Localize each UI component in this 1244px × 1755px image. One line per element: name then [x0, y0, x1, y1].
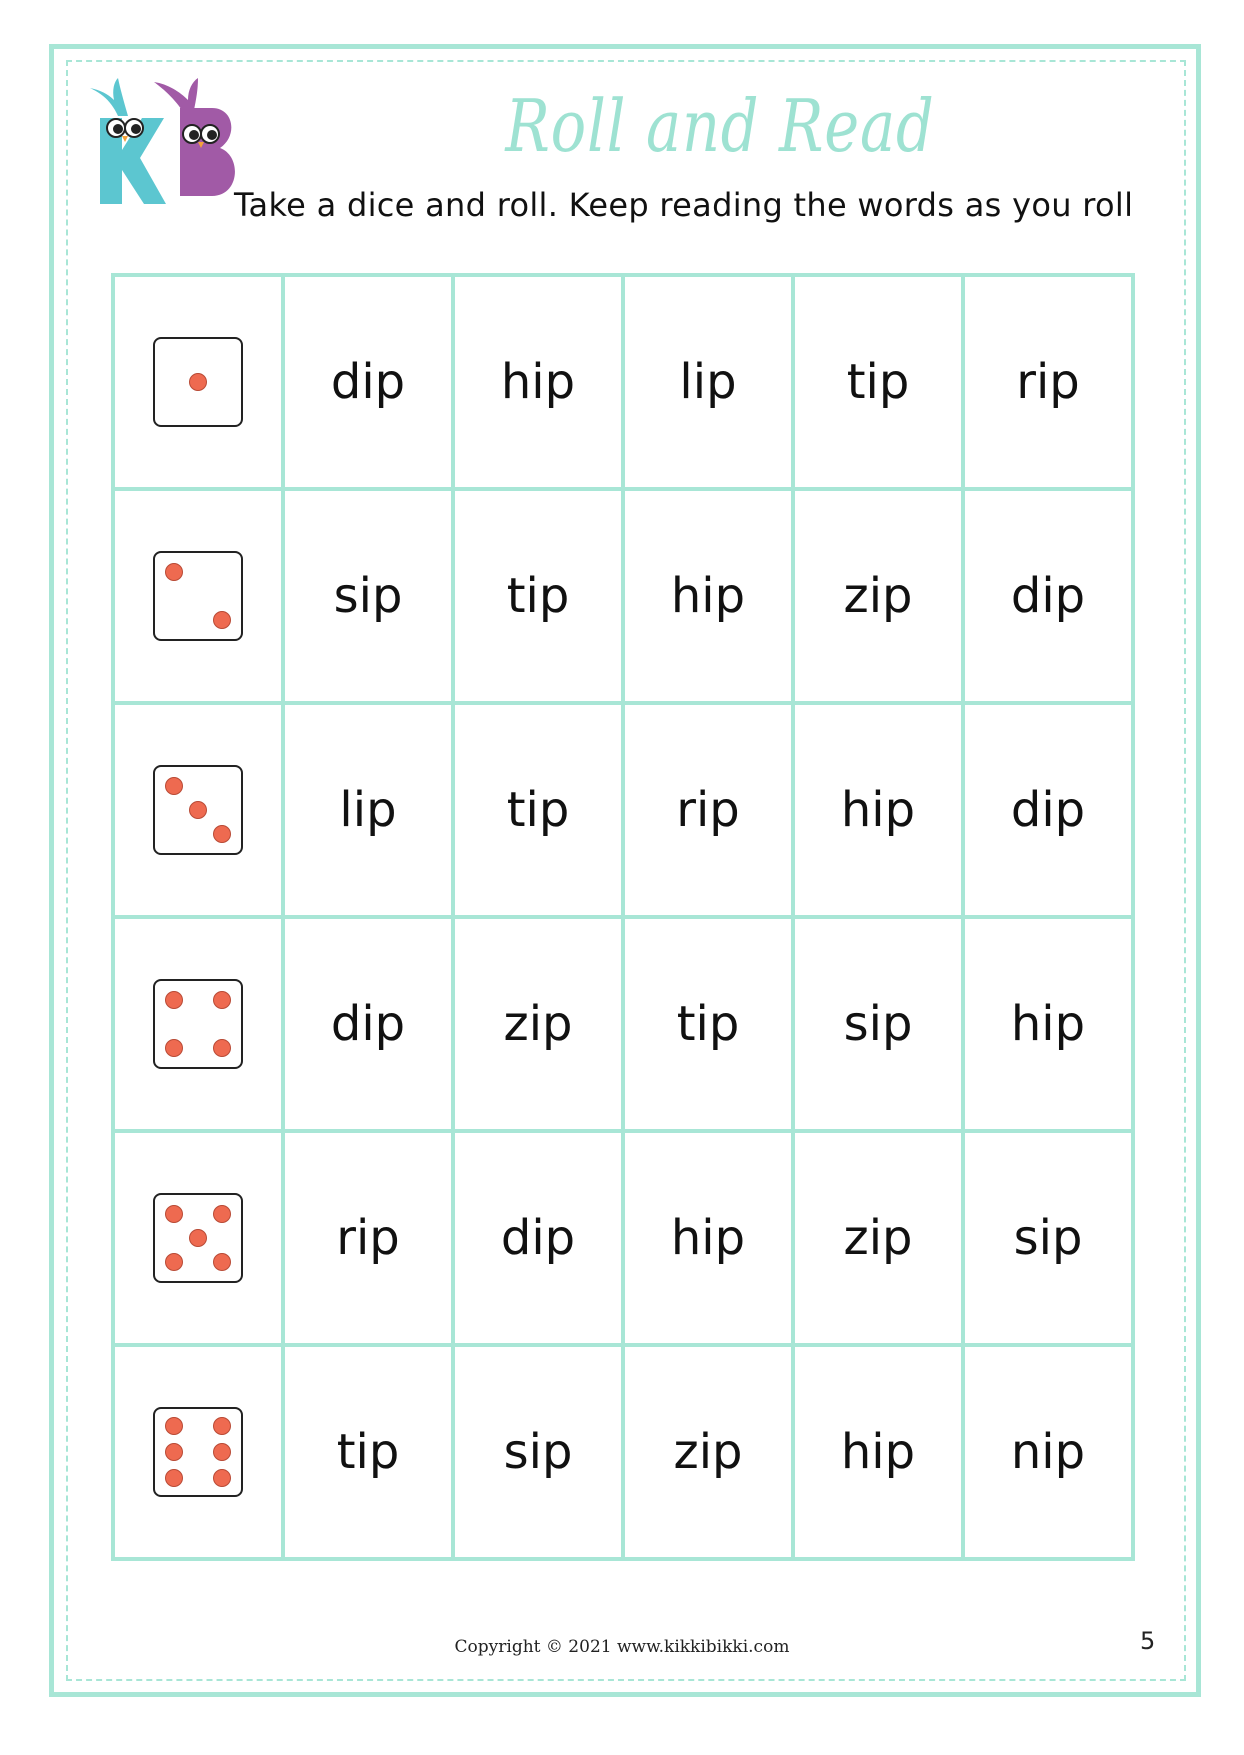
- word-cell: dip: [283, 275, 453, 489]
- die-pip: [189, 801, 207, 819]
- word-cell: lip: [623, 275, 793, 489]
- worksheet-title: Roll and Read: [505, 84, 935, 168]
- die-pip: [213, 1205, 231, 1223]
- copyright-footer: Copyright © 2021 www.kikkibikki.com: [454, 1637, 790, 1657]
- word-cell: rip: [963, 275, 1133, 489]
- die-pip: [189, 373, 207, 391]
- die-pip: [165, 777, 183, 795]
- word-cell: zip: [623, 1345, 793, 1559]
- word-cell: sip: [283, 489, 453, 703]
- word-cell: hip: [453, 275, 623, 489]
- word-cell: sip: [793, 917, 963, 1131]
- word-cell: lip: [283, 703, 453, 917]
- kikkibikki-logo: [88, 78, 248, 213]
- word-cell: tip: [453, 703, 623, 917]
- die-cell: [113, 275, 283, 489]
- word-cell: hip: [623, 1131, 793, 1345]
- logo-letter-b: [154, 78, 235, 196]
- roll-and-read-grid: [111, 273, 1135, 1561]
- die-pip: [165, 1253, 183, 1271]
- page-number: 5: [1140, 1627, 1156, 1655]
- die-cell: [113, 703, 283, 917]
- die-pip: [165, 1205, 183, 1223]
- die-pip: [165, 563, 183, 581]
- logo-letter-k: [90, 78, 166, 204]
- die-pip: [213, 1253, 231, 1271]
- word-cell: zip: [793, 1131, 963, 1345]
- grid-row: [113, 489, 1133, 703]
- die-pip: [213, 1443, 231, 1461]
- die-pip: [213, 825, 231, 843]
- word-cell: zip: [793, 489, 963, 703]
- die-cell: [113, 1345, 283, 1559]
- die-pip: [165, 1469, 183, 1487]
- die-pip: [165, 1417, 183, 1435]
- word-cell: rip: [283, 1131, 453, 1345]
- die-face-6-icon: [153, 1407, 243, 1497]
- die-face-3-icon: [153, 765, 243, 855]
- grid-row: [113, 1131, 1133, 1345]
- word-cell: tip: [623, 917, 793, 1131]
- die-pip: [165, 1039, 183, 1057]
- worksheet-instructions: Take a dice and roll. Keep reading the words as you roll: [234, 186, 1134, 224]
- die-pip: [165, 991, 183, 1009]
- die-face-2-icon: [153, 551, 243, 641]
- die-face-4-icon: [153, 979, 243, 1069]
- word-cell: hip: [963, 917, 1133, 1131]
- word-cell: tip: [283, 1345, 453, 1559]
- word-cell: tip: [793, 275, 963, 489]
- die-face-5-icon: [153, 1193, 243, 1283]
- die-pip: [165, 1443, 183, 1461]
- die-cell: [113, 917, 283, 1131]
- die-cell: [113, 1131, 283, 1345]
- die-pip: [213, 1039, 231, 1057]
- word-cell: hip: [793, 1345, 963, 1559]
- word-cell: hip: [793, 703, 963, 917]
- word-cell: dip: [453, 1131, 623, 1345]
- word-cell: sip: [963, 1131, 1133, 1345]
- word-cell: nip: [963, 1345, 1133, 1559]
- grid-row: [113, 1345, 1133, 1559]
- die-pip: [213, 1469, 231, 1487]
- word-cell: rip: [623, 703, 793, 917]
- word-cell: tip: [453, 489, 623, 703]
- grid-row: [113, 917, 1133, 1131]
- word-cell: hip: [623, 489, 793, 703]
- die-pip: [213, 991, 231, 1009]
- word-cell: dip: [963, 703, 1133, 917]
- grid-row: [113, 703, 1133, 917]
- word-cell: sip: [453, 1345, 623, 1559]
- word-cell: zip: [453, 917, 623, 1131]
- grid-row: [113, 275, 1133, 489]
- word-cell: dip: [283, 917, 453, 1131]
- die-cell: [113, 489, 283, 703]
- die-pip: [189, 1229, 207, 1247]
- die-pip: [213, 611, 231, 629]
- grid-body: [113, 275, 1133, 1559]
- die-pip: [213, 1417, 231, 1435]
- word-cell: dip: [963, 489, 1133, 703]
- die-face-1-icon: [153, 337, 243, 427]
